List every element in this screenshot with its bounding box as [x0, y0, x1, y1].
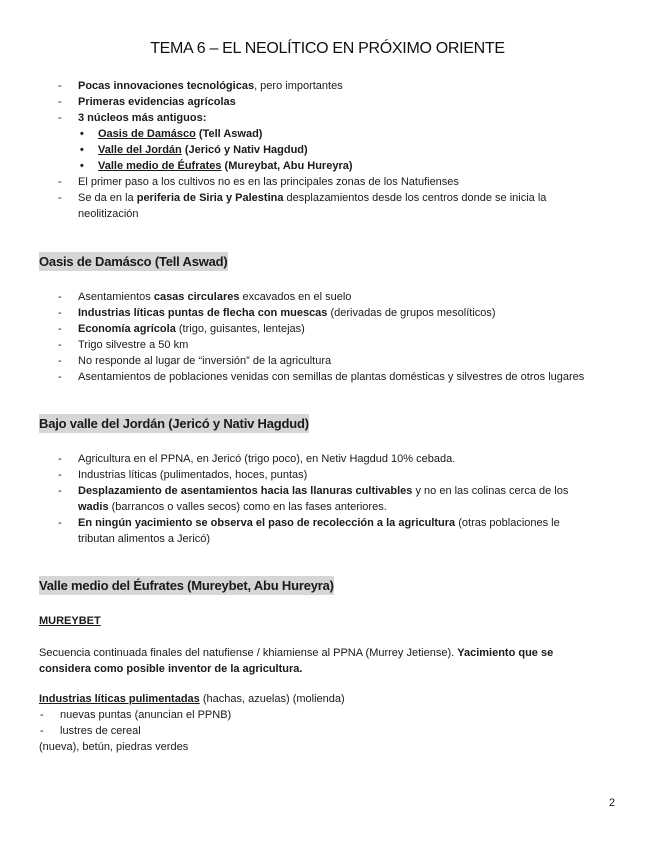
bold-text: 3 núcleos más antiguos:	[78, 112, 207, 124]
text: (hachas, azuelas) (molienda)	[199, 693, 345, 705]
text: y no en las colinas cerca de los	[412, 485, 569, 497]
list-item	[58, 289, 618, 305]
text: Asentamientos	[78, 291, 154, 303]
list-item	[58, 515, 598, 547]
bold-text: (Tell Aswad)	[195, 128, 263, 140]
text: excavados en el suelo	[239, 291, 352, 303]
text: Se da en la	[78, 192, 137, 204]
text: Agricultura en el PPNA, en Jericó (trigo poco), en Netiv Hagdud 10% cebada.	[78, 453, 456, 465]
bold-text: wadis	[78, 501, 109, 513]
intro-list	[58, 78, 598, 222]
underlined-text: Industrias líticas pulimentadas	[39, 693, 200, 705]
paragraph	[39, 691, 599, 707]
bold-text: En ningún yacimiento se observa el paso de recolección a la agricultura	[78, 517, 456, 529]
text: Asentamientos de poblaciones venidas con semillas de plantas domésticas y silvestres de otros lugares	[78, 371, 585, 383]
list-item	[58, 158, 598, 174]
text: No responde al lugar de “inversión” de la agricultura	[78, 355, 332, 367]
list-item	[58, 94, 598, 110]
bold-text: casas circulares	[153, 291, 240, 303]
bold-text: Yacimiento que se considera como posible inventor de la agricultura.	[39, 647, 554, 675]
bold-text: Industrias líticas puntas de flecha con muescas	[78, 307, 328, 319]
section-heading: Valle medio del Éufrates (Mureybet, Abu Hureyra)	[39, 578, 334, 593]
paragraph: (nueva), betún, piedras verdes	[39, 741, 189, 753]
text: (otras poblaciones le tributan alimentos a Jericó)	[78, 517, 560, 545]
text: Industrias líticas (pulimentados, hoces, puntas)	[78, 469, 308, 481]
text: lustres de cereal	[60, 725, 141, 737]
section-heading: Oasis de Damásco (Tell Aswad)	[39, 254, 228, 269]
bold-text: Primeras evidencias agrícolas	[78, 96, 236, 108]
bold-text: periferia de Siria y Palestina	[136, 192, 284, 204]
subheading: MUREYBET	[39, 615, 101, 627]
sublist	[58, 126, 598, 174]
underlined-text: Valle del Jordán	[98, 144, 182, 156]
list-item	[58, 451, 598, 467]
bold-text: Economía agrícola	[78, 323, 176, 335]
section2-list	[58, 451, 598, 547]
bold-text: Desplazamiento de asentamientos hacia las llanuras cultivables	[78, 485, 413, 497]
list-item	[58, 110, 598, 174]
list-item	[58, 142, 598, 158]
list-item	[58, 190, 598, 222]
text: (trigo, guisantes, lentejas)	[175, 323, 305, 335]
list-item	[58, 353, 618, 369]
text: El primer paso a los cultivos no es en las principales zonas de los Natufienses	[78, 176, 459, 188]
list-item	[58, 174, 598, 190]
list-item	[40, 707, 440, 723]
text: (derivadas de grupos mesolíticos)	[327, 307, 496, 319]
list-item	[58, 305, 618, 321]
text: desplazamientos desde los centros donde se inicia la neolitización	[78, 192, 547, 220]
page-title: TEMA 6 – EL NEOLÍTICO EN PRÓXIMO ORIENTE	[150, 40, 505, 57]
list-item	[58, 467, 598, 483]
section1-list	[58, 289, 618, 385]
text: nuevas puntas (anuncian el PPNB)	[60, 709, 232, 721]
underlined-text: Oasis de Damásco	[98, 128, 196, 140]
list-item	[58, 369, 618, 385]
bold-text: (Mureybat, Abu Hureyra)	[221, 160, 353, 172]
section-heading: Bajo valle del Jordán (Jericó y Nativ Hagdud)	[39, 416, 309, 431]
paragraph	[39, 645, 579, 677]
text: (barrancos o valles secos) como en las fases anteriores.	[108, 501, 387, 513]
text: Trigo silvestre a 50 km	[78, 339, 189, 351]
bold-text: Pocas innovaciones tecnológicas	[78, 80, 255, 92]
list-item	[58, 78, 598, 94]
text: , pero importantes	[254, 80, 343, 92]
bold-text: (Jericó y Nativ Hagdud)	[181, 144, 308, 156]
list-item	[58, 483, 598, 515]
list-item	[40, 723, 440, 739]
text: Secuencia continuada finales del natufiense / khiamiense al PPNA (Murrey Jetiense).	[39, 647, 458, 659]
section3-list	[40, 707, 440, 739]
list-item	[58, 321, 618, 337]
list-item	[58, 337, 618, 353]
underlined-text: Valle medio de Éufrates	[98, 160, 222, 172]
list-item	[58, 126, 598, 142]
page-number: 2	[609, 797, 616, 809]
